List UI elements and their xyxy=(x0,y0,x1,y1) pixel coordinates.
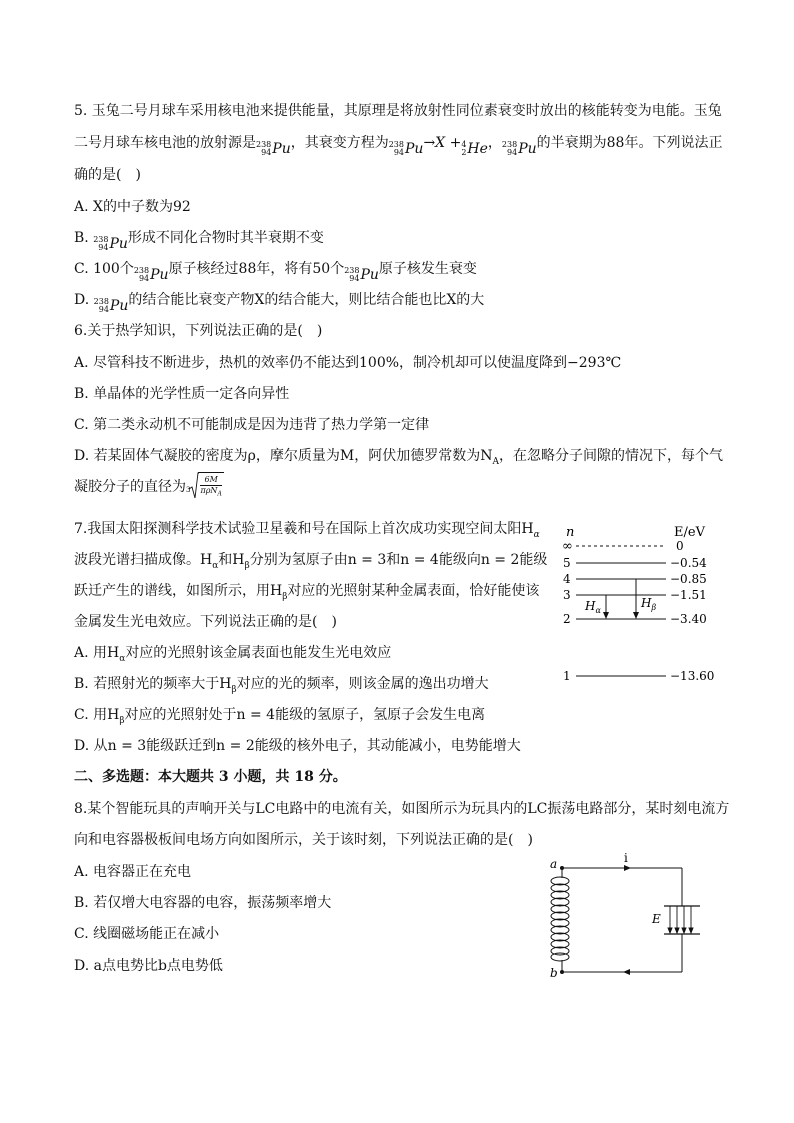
pu-nuclide: 238 94 Pu xyxy=(93,235,128,252)
q7-stem-line2: 波段光谱扫描成像。$H_\alpha$和$H_\beta$分别为氢原子由n = 3和n = 4能级向n = 2能级 xyxy=(74,552,548,571)
h-beta-label: $H_\beta$ xyxy=(641,596,657,612)
cube-root-expression: 3 6M πρN$_A$ xyxy=(186,472,224,500)
pu-nuclide: 238 94 Pu xyxy=(93,297,129,314)
q7-stem-line3: 跃迁产生的谱线，如图所示，用$H_\beta$对应的光照射某种金属表面，恰好能使该 xyxy=(74,583,540,602)
decay-arrow-text: →X + xyxy=(423,135,462,151)
q5-stem-line1: 5. 玉兔二号月球车采用核电池来提供能量，其原理是将放射性同位素衰变时放出的核能转变为电能。玉兔 xyxy=(74,103,722,119)
level-n-label: ∞ xyxy=(562,539,573,554)
h-alpha-label: $H_\alpha$ xyxy=(585,599,601,615)
level-energy-label: −0.54 xyxy=(670,556,707,570)
hydrogen-energy-level-diagram xyxy=(552,522,732,692)
level-n-label: 3 xyxy=(563,588,571,602)
level-n-label: 2 xyxy=(563,612,571,626)
q6-option-c[interactable]: C. 第二类永动机不可能制成是因为违背了热力学第一定律 xyxy=(74,417,430,433)
current-label: i xyxy=(624,851,628,865)
q7-stem-line1: 7.我国太阳探测科学技术试验卫星羲和号在国际上首次成功实现空间太阳$H_\alpha$ xyxy=(74,521,540,540)
electric-field-arrows xyxy=(668,906,693,933)
point-a-label: a xyxy=(550,857,558,871)
pu-nuclide: 238 94 Pu xyxy=(501,140,537,157)
level-n-label: 4 xyxy=(563,572,571,586)
q7-option-c[interactable]: C. 用$H_\beta$对应的光照射处于n = 4能级的氢原子，氢原子会发生电离 xyxy=(74,707,486,726)
q8-option-d[interactable]: D. a点电势比b点电势低 xyxy=(74,958,223,974)
fraction-denominator: πρN$_A$ xyxy=(200,486,222,498)
level-energy-label: −0.85 xyxy=(670,572,707,586)
q8-stem-line2: 向和电容器极板间电场方向如图所示，关于该时刻，下列说法正确的是( ) xyxy=(74,832,533,848)
pu-nuclide: 238 94 Pu xyxy=(256,140,291,157)
level-n-label: 1 xyxy=(563,669,571,683)
section-header-multiple-choice: 二、多选题：本大题共 3 小题，共 18 分。 xyxy=(74,769,347,785)
n-axis-header: n xyxy=(566,525,575,540)
level-energy-label: −13.60 xyxy=(670,669,715,683)
current-arrow xyxy=(624,865,631,871)
level-energy-label: 0 xyxy=(676,539,684,553)
pu-nuclide: 238 94 Pu xyxy=(133,266,169,283)
q7-stem-line4: 金属发生光电效应。下列说法正确的是( ) xyxy=(74,614,337,630)
q5-stem-line3: 确的是( ) xyxy=(74,167,141,183)
q5-option-c[interactable]: C. 100个 238 94 Pu 原子核经过88年，将有50个 238 94 Pu 原子核发生衰变 xyxy=(74,261,477,283)
q8-stem-line1: 8.某个智能玩具的声响开关与LC电路中的电流有关，如图所示为玩具内的LC振荡电路部分，某时刻电流方 xyxy=(74,801,730,817)
q7-option-b[interactable]: B. 若照射光的频率大于$H_\beta$对应的光的频率，则该金属的逸出功增大 xyxy=(74,676,489,695)
lc-circuit-diagram xyxy=(540,850,710,980)
q8-option-a[interactable]: A. 电容器正在充电 xyxy=(74,864,192,880)
q5-text: 二号月球车核电池的放射源是 xyxy=(74,135,256,151)
q8-option-c[interactable]: C. 线圈磁场能正在减小 xyxy=(74,926,220,942)
fraction-numerator: 6M xyxy=(204,475,218,485)
q6-option-d-line1[interactable]: D. 若某固体气凝胶的密度为ρ，摩尔质量为M，阿伏加德罗常数为$N_A$，在忽略分子间隙的情况下，每个气 xyxy=(74,448,723,467)
q5-option-b[interactable]: B. 238 94 Pu 形成不同化合物时其半衰期不变 xyxy=(74,230,324,252)
energy-axis-header: E/eV xyxy=(674,525,705,540)
q6-stem: 6.关于热学知识，下列说法正确的是( ) xyxy=(74,323,323,339)
q7-option-d[interactable]: D. 从n = 3能级跃迁到n = 2能级的核外电子，其动能减小，电势能增大 xyxy=(74,738,521,754)
q6-option-a[interactable]: A. 尽管科技不断进步，热机的效率仍不能达到100%，制冷机却可以使温度降到−293℃ xyxy=(74,355,622,371)
q5-option-a[interactable]: A. X的中子数为92 xyxy=(74,199,191,215)
q5-option-d[interactable]: D. 238 94 Pu 的结合能比衰变产物X的结合能大，则比结合能也比X的大 xyxy=(74,292,485,314)
q6-option-b[interactable]: B. 单晶体的光学性质一定各向异性 xyxy=(74,386,290,402)
q5-stem-line2: 二号月球车核电池的放射源是 238 94 Pu ，其衰变方程为 238 94 Pu →X + 4 2 He ， 238 94 Pu 的半衰期为88年。下列说法正 xyxy=(74,135,723,157)
q8-option-b[interactable]: B. 若仅增大电容器的电容，振荡频率增大 xyxy=(74,895,332,911)
q5-text: ，其衰变方程为 xyxy=(290,135,389,151)
q6-option-d-line2[interactable]: 凝胶分子的直径为 3 6M πρN$_A$ xyxy=(74,478,224,508)
level-energy-label: −1.51 xyxy=(670,588,707,602)
pu-nuclide: 238 94 Pu xyxy=(344,266,379,283)
he-nuclide: 4 2 He xyxy=(461,140,488,157)
pu-nuclide: 238 94 Pu xyxy=(388,140,424,157)
bottom-direction-arrow xyxy=(623,969,630,975)
field-label: E xyxy=(652,912,661,926)
point-b-label: b xyxy=(550,966,558,980)
level-n-label: 5 xyxy=(563,556,571,570)
inductor-coil xyxy=(551,877,569,961)
level-energy-label: −3.40 xyxy=(670,612,707,626)
q7-option-a[interactable]: A. 用$H_\alpha$对应的光照射该金属表面也能发生光电效应 xyxy=(74,645,392,664)
